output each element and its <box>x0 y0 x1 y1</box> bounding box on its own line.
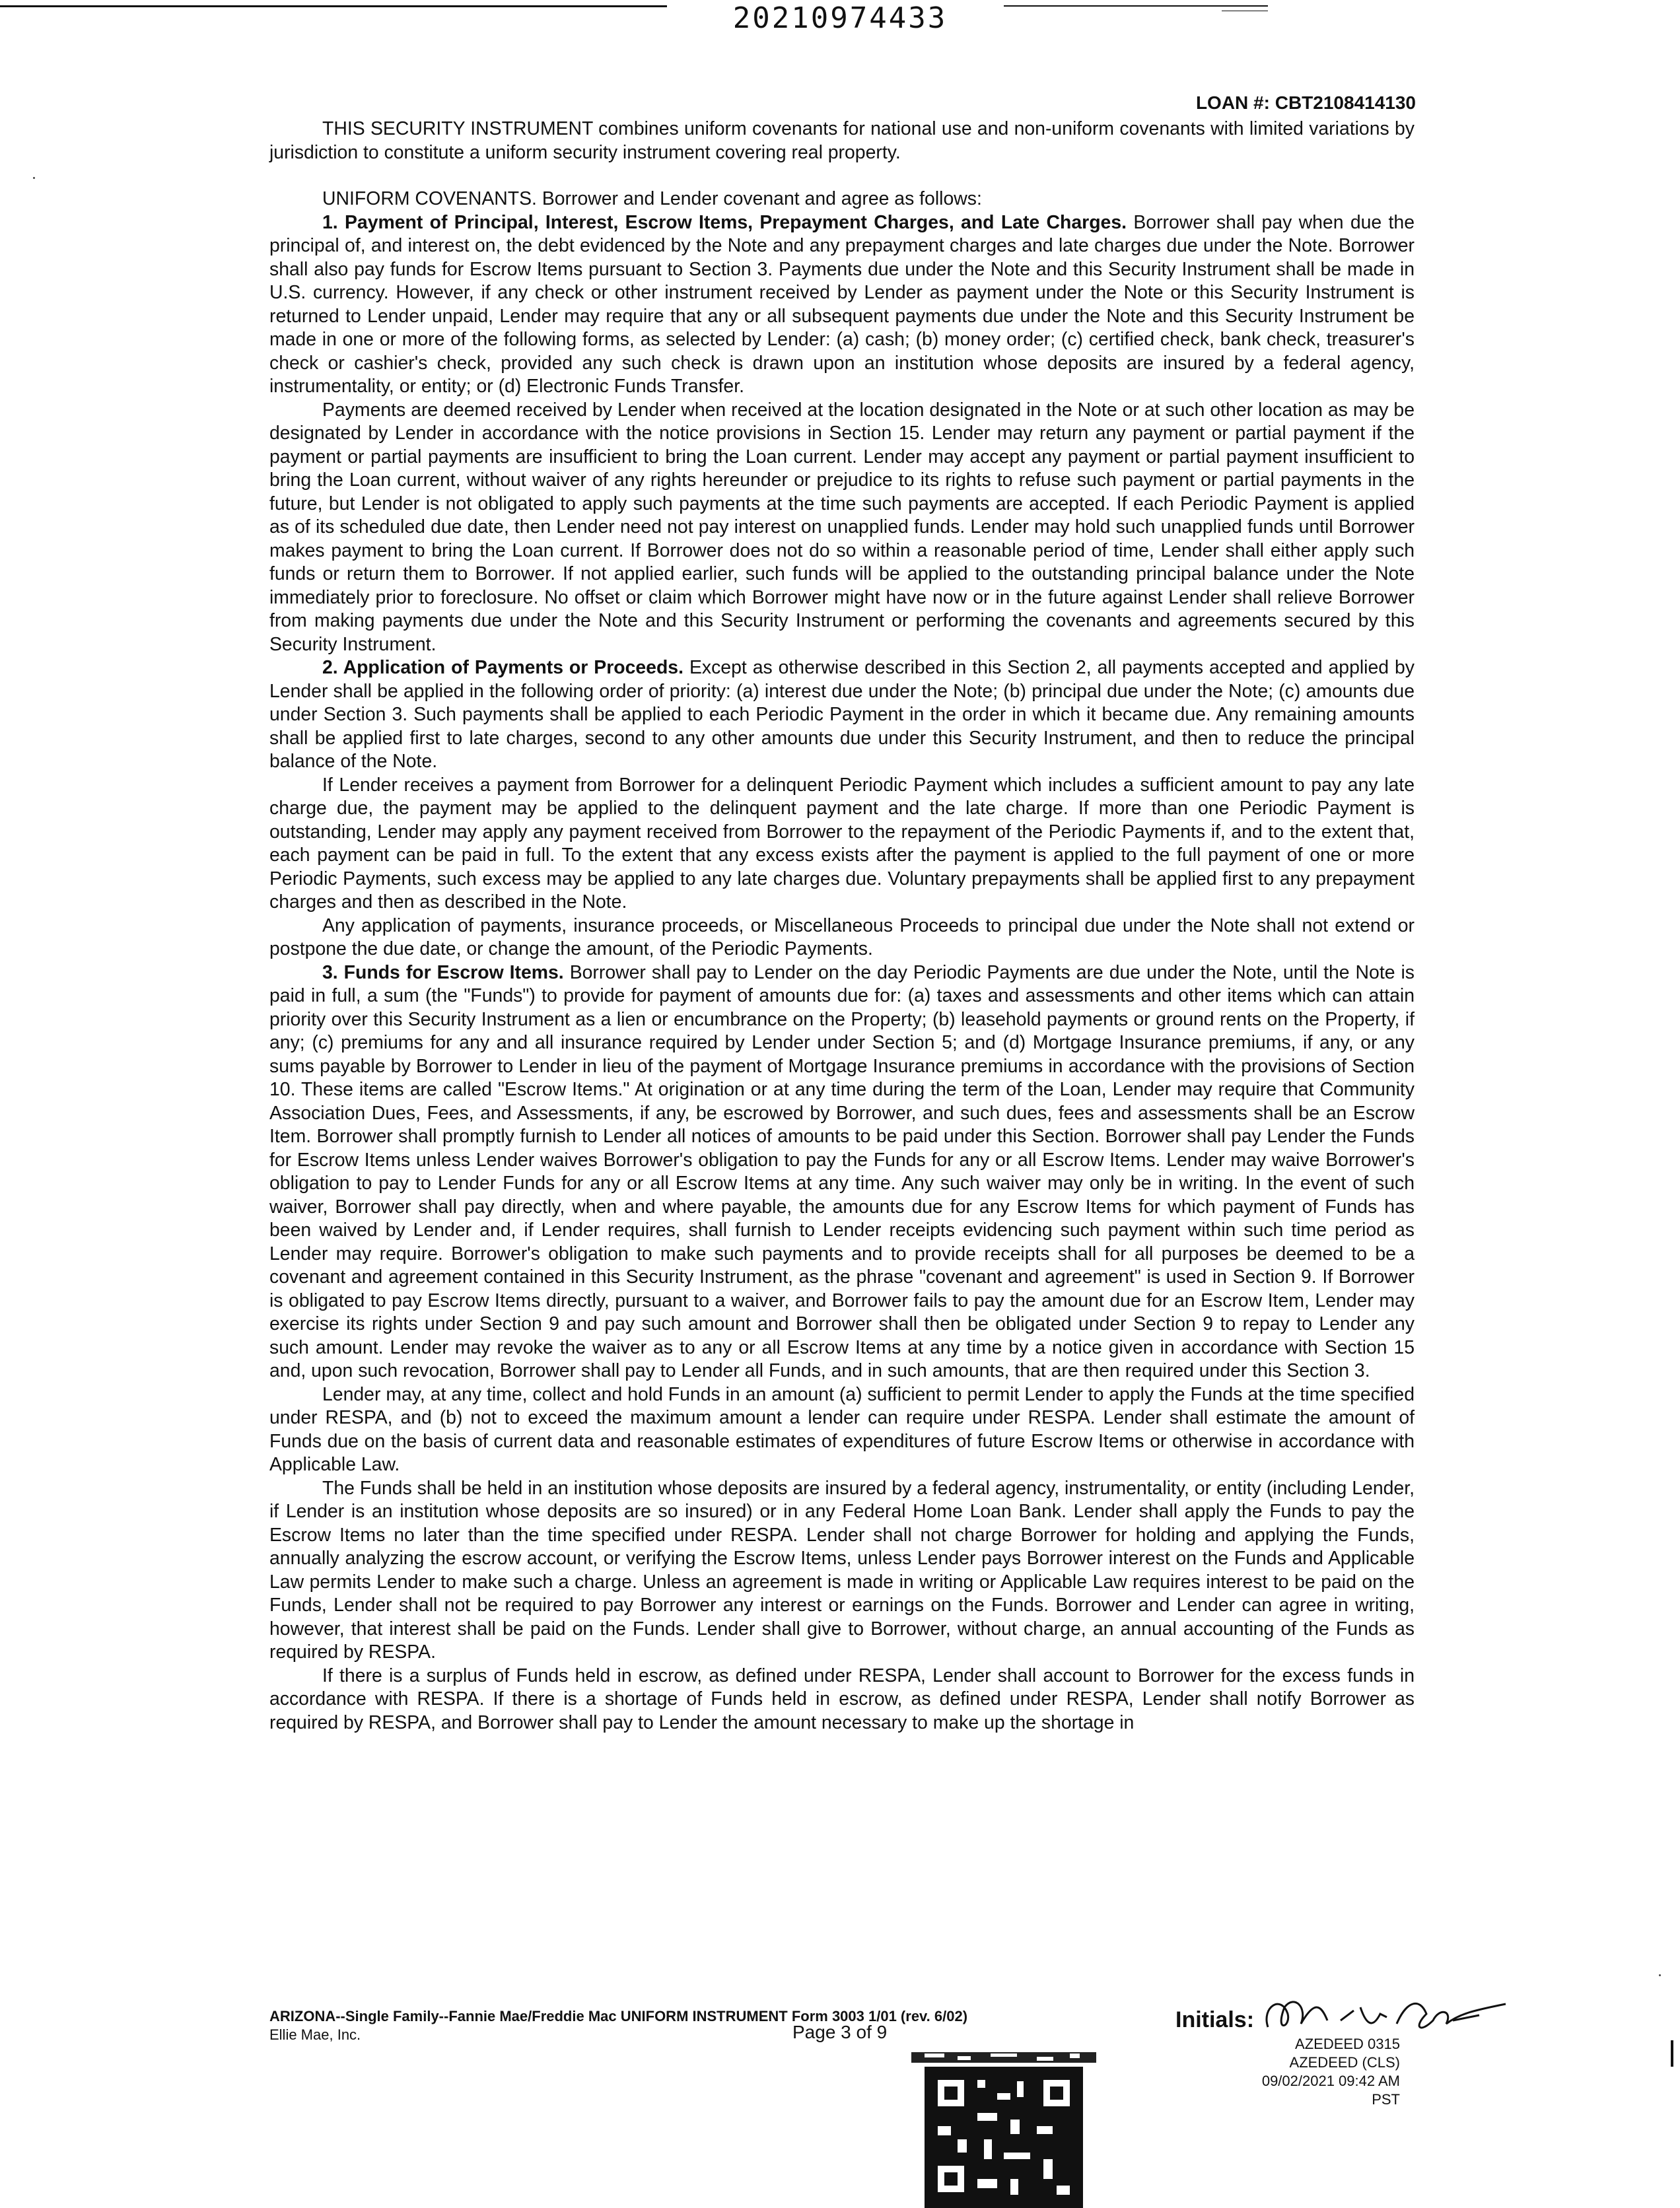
section-1-heading: 1. Payment of Principal, Interest, Escrow Items, Prepayment Charges, and Late Charges. <box>322 211 1127 233</box>
section-1-text: Borrower shall pay when due the principal of, and interest on, the debt evidenced by the Note and any prepayment charges and late charges due under the Note. Borrower shall also pay funds for Escrow Items pursuant to Section 3. Payments due under the Note and this Security Instrument shall be made in U.S. currency. However, if any check or other instrument received by Lender as payment under the Note or this Security Instrument is returned to Lender unpaid, Lender may require that any or all subsequent payments due under the Note and this Security Instrument be made in one or more of the following forms, as selected by Lender: (a) cash; (b) money order; (c) certified check, bank check, treasurer's check or cashier's check, provided any such check is drawn upon an institution whose deposits are insured by a federal agency, instrumentality, or entity; or (d) Electronic Funds Transfer. <box>269 211 1415 397</box>
section-3-heading: 3. Funds for Escrow Items. <box>322 961 564 983</box>
section-3-paragraph <box>269 961 1415 1383</box>
section-2-text: Except as otherwise described in this Section 2, all payments accepted and applied by Lender shall be applied in the following order of priority: (a) interest due under the Note; (b) principal due under the Note; (c) amounts due under Section 3. Such payments shall be applied to each Periodic Payment in the order in which it became due. Any remaining amounts shall be applied first to late charges, second to any other amounts due under this Security Instrument, and then to reduce the principal balance of the Note. <box>269 657 1415 772</box>
scan-speck <box>1659 1974 1661 1976</box>
section-3-paragraph-3: The Funds shall be held in an institution whose deposits are insured by a federal agency, instrumentality, or entity (including Lender, if Lender is an institution whose deposits are so insured) or in any Federal Home Loan Bank. Lender shall apply the Funds to pay the Escrow Items no later than the time specified under RESPA. Lender shall not charge Borrower for holding and applying the Funds, annually analyzing the escrow account, or verifying the Escrow Items, unless Lender pays Borrower interest on the Funds and Applicable Law permits Lender to make such a charge. Unless an agreement is made in writing or Applicable Law requires interest to be paid on the Funds, Lender shall not be required to pay Borrower any interest or earnings on the Funds. Borrower and Lender can agree in writing, however, that interest shall be paid on the Funds. Lender shall give to Borrower, without charge, an annual accounting of the Funds as required by RESPA. <box>269 1477 1415 1663</box>
section-2-paragraph <box>269 656 1415 774</box>
stamp-line-2: AZEDEED (CLS) <box>1289 2054 1400 2071</box>
recording-stamp <box>1242 2035 1400 2109</box>
section-3-paragraph-2: Lender may, at any time, collect and hold Funds in an amount (a) sufficient to permit Lender to apply the Funds at the time specified under RESPA, and (b) not to exceed the maximum amount a lender can require under RESPA. Lender shall estimate the amount of Funds due on the basis of current data and reasonable estimates of expenditures of future Escrow Items or otherwise in accordance with Applicable Law. <box>269 1383 1415 1475</box>
intro-paragraph: THIS SECURITY INSTRUMENT combines uniform covenants for national use and non-uniform covenants with limited variations by jurisdiction to constitute a uniform security instrument covering real property. <box>269 118 1415 163</box>
section-3-paragraph-4: If there is a surplus of Funds held in escrow, as defined under RESPA, Lender shall account to Borrower for the excess funds in accordance with RESPA. If there is a shortage of Funds held in escrow, as defined under RESPA, Lender shall notify Borrower as required by RESPA, and Borrower shall pay to Lender the amount necessary to make up the shortage in <box>269 1665 1415 1733</box>
edge-mark <box>1671 2040 1673 2067</box>
qr-code <box>925 2067 1083 2208</box>
barcode-strip <box>911 2050 1096 2065</box>
section-2-heading: 2. Application of Payments or Proceeds. <box>322 657 683 678</box>
section-3-text: Borrower shall pay to Lender on the day Periodic Payments are due under the Note, until the Note is paid in full, a sum (the "Funds") to provide for payment of amounts due for: (a) taxes and assessments and other items which can attain priority over this Security Instrument as a lien or encumbrance on the Property; (b) leasehold payments or ground rents on the Property, if any; (c) premiums for any and all insurance required by Lender under Section 5; and (d) Mortgage Insurance premiums, if any, or any sums payable by Borrower to Lender in lieu of the payment of Mortgage Insurance premiums in accordance with the provisions of Section 10. These items are called "Escrow Items." At origination or at any time during the term of the Loan, Lender may require that Community Association Dues, Fees, and Assessments, if any, be escrowed by Borrower, and such dues, fees and assessments shall be an Escrow Item. Borrower shall promptly furnish to Lender all notices of amounts to be paid under this Section. Borrower shall pay Lender the Funds for Escrow Items unless Lender waives Borrower's obligation to pay the Funds for any or all Escrow Items. Lender may waive Borrower's obligation to pay to Lender Funds for any or all Escrow Items at any time. Any such waiver may only be in writing. In the event of such waiver, Borrower shall pay directly, when and where payable, the amounts due for any Escrow Items for which payment of Funds has been waived by Lender and, if Lender requires, shall furnish to Lender receipts evidencing such payment within such time period as Lender may require. Borrower's obligation to make such payments and to provide receipts shall for all purposes be deemed to be a covenant and agreement contained in this Security Instrument, as the phrase "covenant and agreement" is used in Section 9. If Borrower is obligated to pay Escrow Items directly, pursuant to a waiver, and Borrower fails to pay the amount due for an Escrow Item, Lender may exercise its rights under Section 9 and pay such amount and Borrower shall then be obligated under Section 9 to repay to Lender any such amount. Lender may revoke the waiver as to any or all Escrow Items at any time by a notice given in accordance with Section 15 and, upon such revocation, Borrower shall pay to Lender all Funds, and in such amounts, that are then required under this Section 3. <box>269 961 1415 1381</box>
section-2-paragraph-3: Any application of payments, insurance proceeds, or Miscellaneous Proceeds to principal due under the Note shall not extend or postpone the due date, or change the amount, of the Periodic Payments. <box>269 914 1415 959</box>
section-1-paragraph-2: Payments are deemed received by Lender when received at the location designated in the Note or at such other location as may be designated by Lender in accordance with the notice provisions in Section 15. Lender may return any payment or partial payment if the payment or partial payments are insufficient to bring the Loan current. Lender may accept any payment or partial payment insufficient to bring the Loan current, without waiver of any rights hereunder or prejudice to its rights to refuse such payment or partial payments in the future, but Lender is not obligated to apply such payments at the time such payments are accepted. If each Periodic Payment is applied as of its scheduled due date, then Lender need not pay interest on unapplied funds. Lender may hold such unapplied funds until Borrower makes payment to bring the Loan current. If Borrower does not do so within a reasonable period of time, Lender shall either apply such funds or return them to Borrower. If not applied earlier, such funds will be applied to the outstanding principal balance under the Note immediately prior to foreclosure. No offset or claim which Borrower might have now or in the future against Lender shall relieve Borrower from making payments due under the Note and this Security Instrument or performing the covenants and agreements secured by this Security Instrument. <box>269 399 1415 655</box>
page-number: Page 3 of 9 <box>792 2022 888 2042</box>
stamp-line-1: AZEDEED 0315 <box>1295 2036 1400 2052</box>
publisher-name: Ellie Mae, Inc. <box>269 2026 361 2043</box>
form-identifier: ARIZONA--Single Family--Fannie Mae/Freddie Mac UNIFORM INSTRUMENT Form 3003 1/01 (rev. 6/02) <box>269 2008 968 2024</box>
uniform-covenants-paragraph: UNIFORM COVENANTS. Borrower and Lender covenant and agree as follows: <box>322 188 982 209</box>
document-body <box>269 118 1415 1735</box>
stamp-line-3: 09/02/2021 09:42 AM PST <box>1261 2073 1400 2108</box>
initials-label: Initials: <box>1175 2007 1255 2032</box>
scan-speck <box>33 177 35 179</box>
section-2-paragraph-2: If Lender receives a payment from Borrower for a delinquent Periodic Payment which includes a sufficient amount to pay any late charge due, the payment may be applied to the delinquent payment and the late charge. If more than one Periodic Payment is outstanding, Lender may apply any payment received from Borrower to the repayment of the Periodic Payments if, and to the extent that, each payment can be paid in full. To the extent that any excess exists after the payment is applied to the full payment of one or more Periodic Payments, such excess may be applied to any late charges due. Voluntary prepayments shall be applied first to any prepayment charges and then as described in the Note. <box>269 774 1415 913</box>
section-1-paragraph <box>269 211 1415 399</box>
recording-number: 20210974433 <box>732 1 948 35</box>
loan-number: LOAN #: CBT2108414130 <box>1195 92 1416 113</box>
